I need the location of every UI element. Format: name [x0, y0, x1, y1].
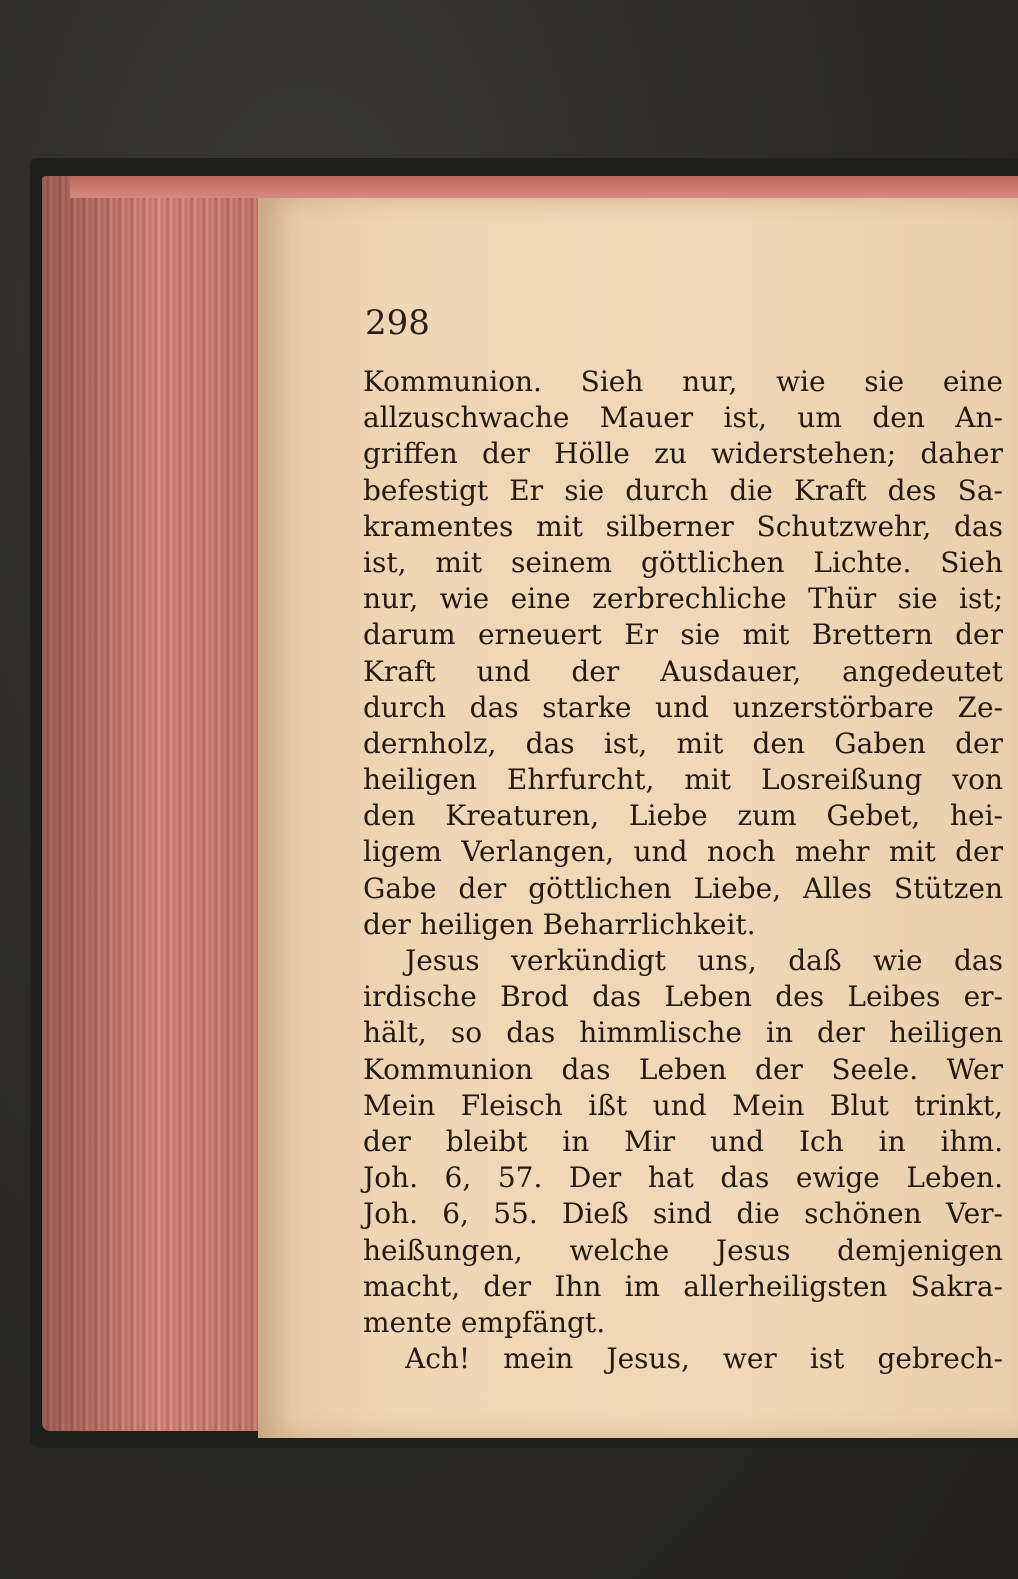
text-line: heiligen Ehrfurcht, mit Losreißung von	[363, 763, 1003, 797]
text-line: ligem Verlangen, und noch mehr mit der	[363, 835, 1003, 869]
book-page	[258, 198, 1018, 1438]
text-line: ist, mit seinem göttlichen Lichte. Sieh	[363, 545, 1003, 579]
text-line: durch das starke und unzerstörbare Ze-	[363, 690, 1003, 724]
text-line: griffen der Hölle zu widerstehen; daher	[363, 437, 1003, 471]
book	[30, 158, 1018, 1448]
text-line: mente empfängt.	[363, 1305, 606, 1339]
text-line: irdische Brod das Leben des Leibes er-	[363, 980, 1003, 1014]
text-line: allzuschwache Mauer ist, um den An-	[363, 401, 1003, 435]
page-number: 298	[365, 303, 430, 343]
text-line: der heiligen Beharrlichkeit.	[363, 907, 756, 941]
text-line: hält, so das himmlische in der heiligen	[363, 1016, 1003, 1050]
text-line: nur, wie eine zerbrechliche Thür sie ist;	[363, 582, 1003, 616]
text-line: Joh. 6, 57. Der hat das ewige Leben.	[363, 1161, 1003, 1195]
text-line: Kommunion. Sieh nur, wie sie eine	[363, 365, 1003, 398]
text-line: Ach! mein Jesus, wer ist gebrech-	[405, 1342, 1003, 1376]
text-line: Kraft und der Ausdauer, angedeutet	[363, 654, 1003, 688]
page-text	[363, 364, 1003, 1377]
text-line: heißungen, welche Jesus demjenigen	[363, 1233, 1003, 1267]
text-line: darum erneuert Er sie mit Brettern der	[363, 618, 1003, 652]
text-line: Joh. 6, 55. Dieß sind die schönen Ver-	[363, 1197, 1003, 1231]
text-line: macht, der Ihn im allerheiligsten Sakra-	[363, 1269, 1003, 1303]
text-line: den Kreaturen, Liebe zum Gebet, hei-	[363, 799, 1003, 833]
text-line: Kommunion das Leben der Seele. Wer	[363, 1052, 1003, 1086]
text-line: der bleibt in Mir und Ich in ihm.	[363, 1124, 1003, 1158]
text-line: Jesus verkündigt uns, daß wie das	[405, 944, 1003, 977]
text-line: Mein Fleisch ißt und Mein Blut trinkt,	[363, 1088, 1003, 1122]
text-line: kramentes mit silberner Schutzwehr, das	[363, 509, 1003, 543]
text-line: dernholz, das ist, mit den Gaben der	[363, 726, 1003, 760]
text-line: Gabe der göttlichen Liebe, Alles Stützen	[363, 871, 1003, 905]
top-page-edge	[70, 176, 1018, 198]
text-line: befestigt Er sie durch die Kraft des Sa-	[363, 473, 1003, 507]
